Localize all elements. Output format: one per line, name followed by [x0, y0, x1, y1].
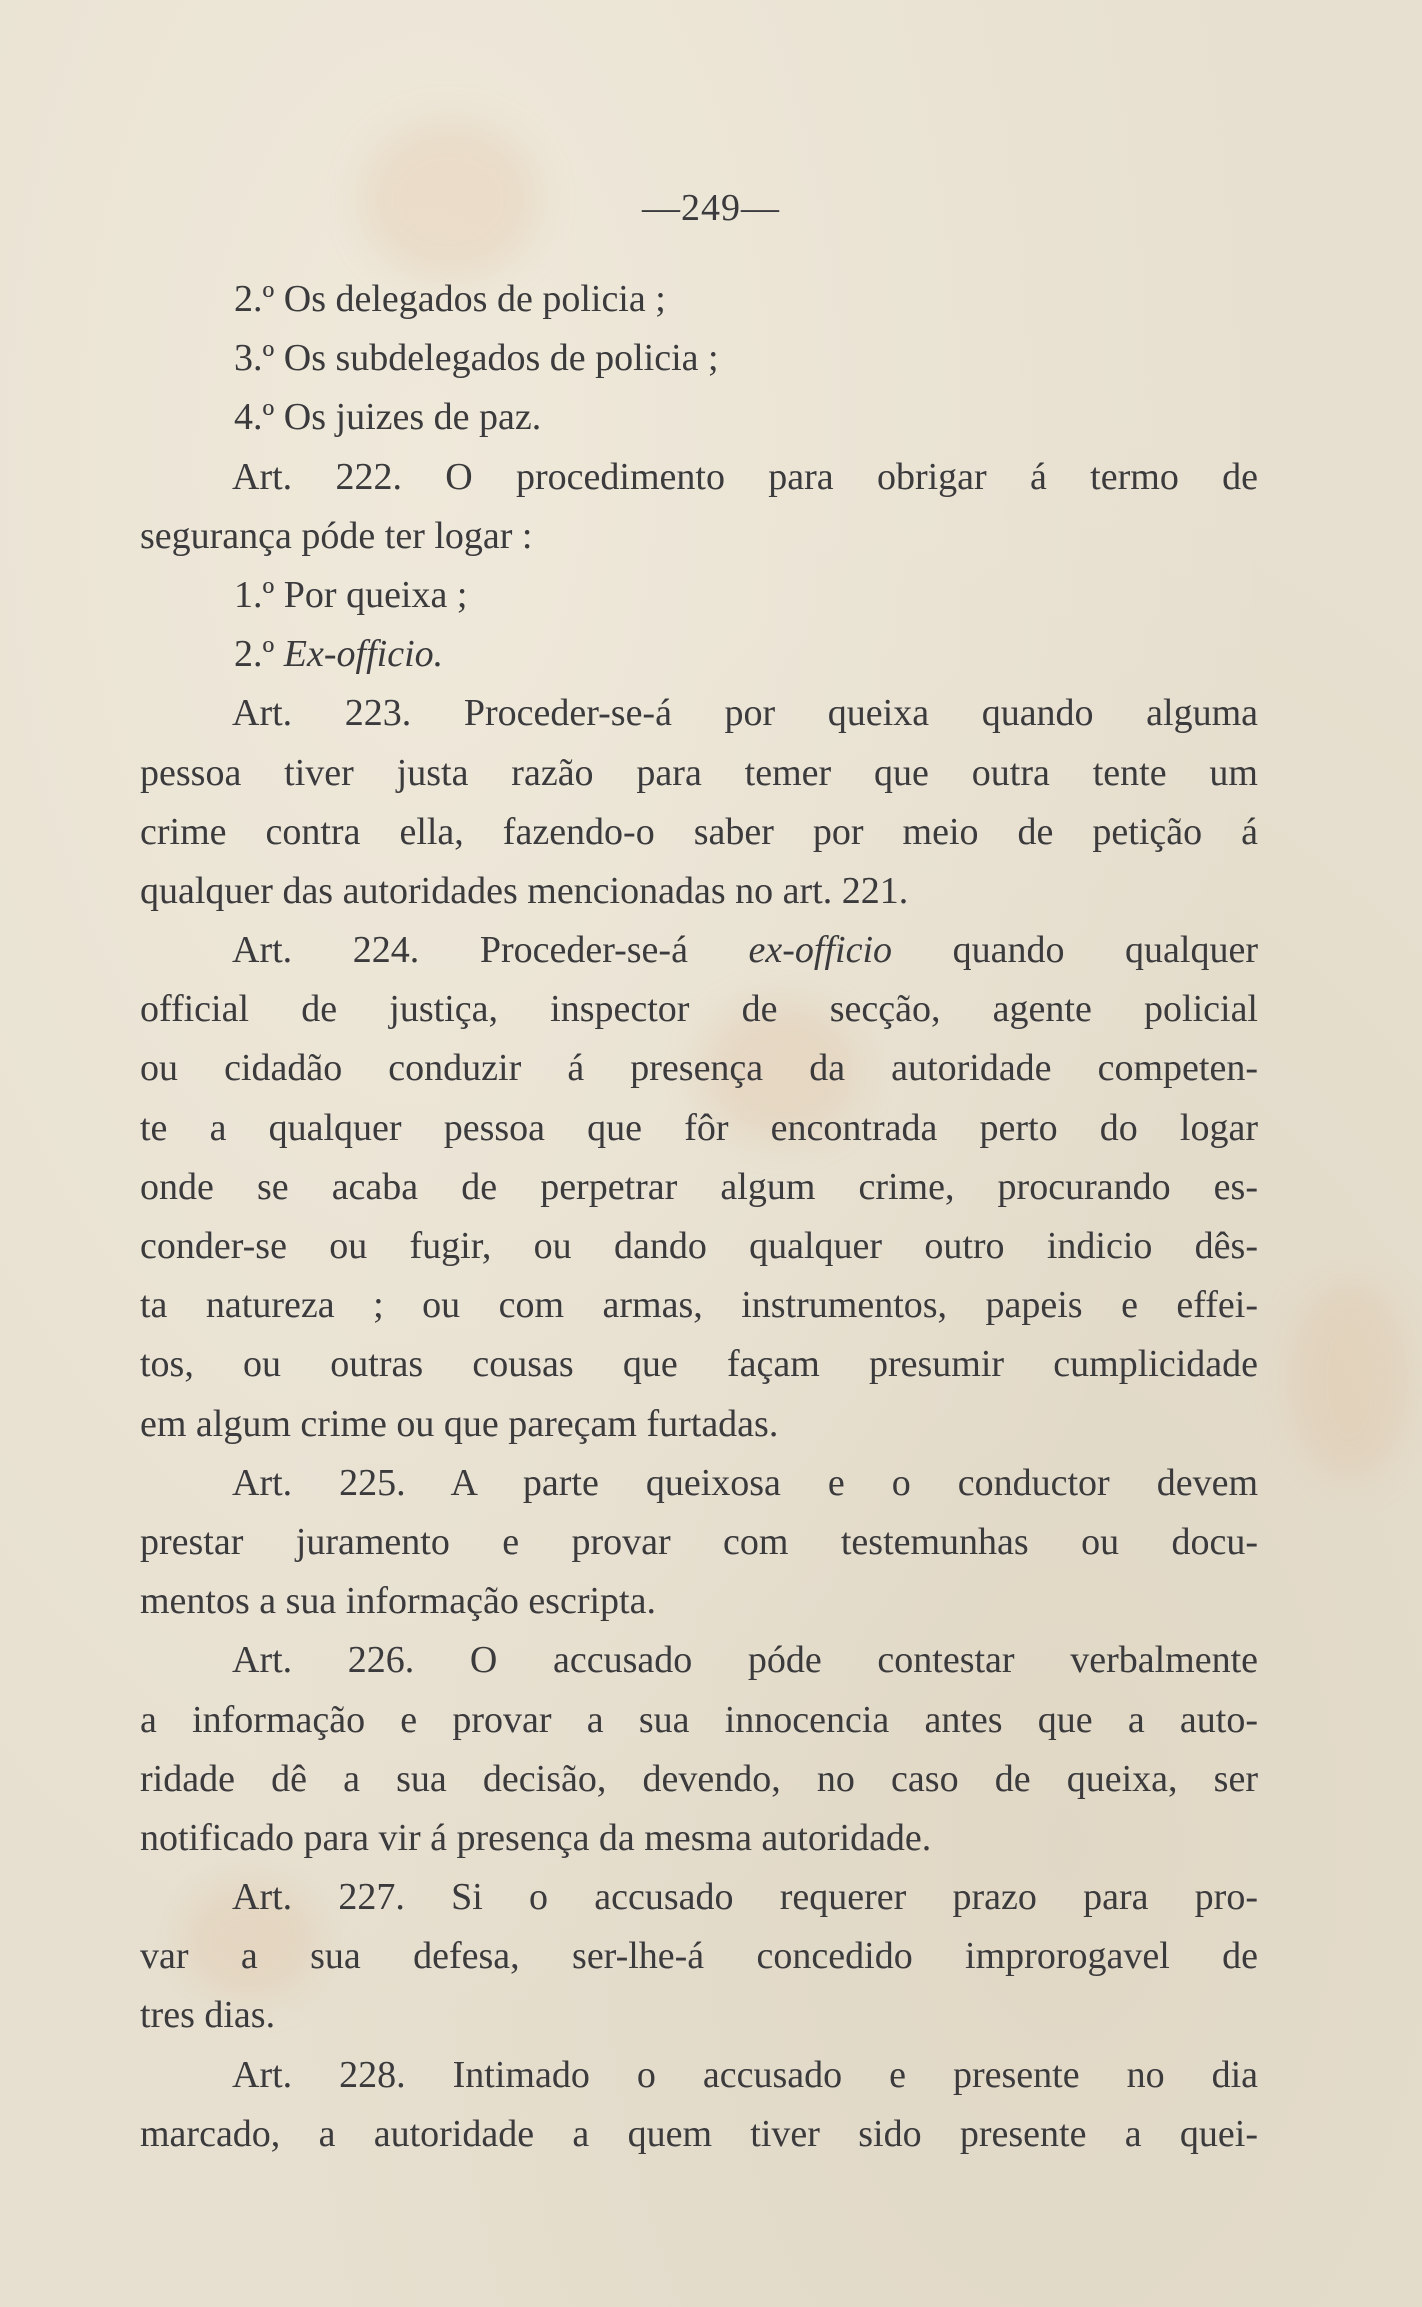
- paper-stain: [1290, 1280, 1410, 1480]
- text-line: [140, 862, 1258, 921]
- text-line: [140, 684, 1258, 743]
- text-run: 2.º: [234, 633, 284, 676]
- text-line: [140, 1986, 1258, 2045]
- text-run: Art. 224. Proceder-se-á: [232, 929, 749, 972]
- text-line: [140, 921, 1258, 980]
- italic-text: Ex-officio.: [283, 633, 444, 676]
- text-line: [140, 625, 1258, 684]
- text-line: [140, 1335, 1258, 1394]
- text-run: 4.º Os juizes de paz.: [234, 396, 542, 439]
- text-run: 1.º Por queixa ;: [234, 573, 468, 616]
- text-run: em algum crime ou que pareçam furtadas.: [140, 1402, 779, 1445]
- text-run: ridade dê a sua decisão, devendo, no caso de queixa, ser: [140, 1757, 1258, 1800]
- text-line: [140, 1158, 1258, 1217]
- text-run: official de justiça, inspector de secção, agente policial: [140, 988, 1258, 1031]
- text-line: [140, 448, 1258, 507]
- text-line: [140, 1513, 1258, 1572]
- text-run: marcado, a autoridade a quem tiver sido presente a quei-: [140, 2112, 1258, 2155]
- text-run: mentos a sua informação escripta.: [140, 1580, 656, 1623]
- text-run: 3.º Os subdelegados de policia ;: [234, 337, 719, 380]
- text-run: Art. 228. Intimado o accusado e presente no dia: [232, 2053, 1258, 2096]
- text-line: [140, 329, 1258, 388]
- text-line: [140, 1572, 1258, 1631]
- text-run: Art. 227. Si o accusado requerer prazo para pro-: [232, 1876, 1258, 1919]
- text-line: [140, 566, 1258, 625]
- text-run: ta natureza ; ou com armas, instrumentos, papeis e effei-: [140, 1284, 1258, 1327]
- text-run: ou cidadão conduzir á presença da autoridade competen-: [140, 1047, 1258, 1090]
- body-text: [140, 270, 1258, 2164]
- text-line: [140, 507, 1258, 566]
- text-line: [140, 2105, 1258, 2164]
- text-run: tos, ou outras cousas que façam presumir cumplicidade: [140, 1343, 1258, 1386]
- text-run: quando qualquer: [892, 929, 1258, 972]
- text-line: [140, 1750, 1258, 1809]
- text-run: segurança póde ter logar :: [140, 514, 533, 557]
- text-line: [140, 1809, 1258, 1868]
- text-line: [140, 803, 1258, 862]
- text-run: Art. 225. A parte queixosa e o conductor devem: [232, 1461, 1258, 1504]
- text-line: [140, 1868, 1258, 1927]
- text-run: 2.º Os delegados de policia ;: [234, 278, 666, 320]
- text-line: [140, 1276, 1258, 1335]
- text-run: Art. 226. O accusado póde contestar verbalmente: [232, 1639, 1258, 1682]
- text-line: [140, 1631, 1258, 1690]
- text-line: [140, 1927, 1258, 1986]
- text-line: [140, 270, 1258, 329]
- text-run: prestar juramento e provar com testemunhas ou docu-: [140, 1520, 1258, 1563]
- text-run: Art. 223. Proceder-se-á por queixa quando alguma: [232, 692, 1258, 735]
- text-run: a informação e provar a sua innocencia antes que a auto-: [140, 1698, 1258, 1741]
- text-line: [140, 1454, 1258, 1513]
- text-line: [140, 1217, 1258, 1276]
- text-run: notificado para vir á presença da mesma autoridade.: [140, 1816, 932, 1859]
- text-run: pessoa tiver justa razão para temer que outra tente um: [140, 751, 1258, 794]
- text-line: [140, 1691, 1258, 1750]
- text-line: [140, 1039, 1258, 1098]
- text-run: te a qualquer pessoa que fôr encontrada perto do logar: [140, 1106, 1258, 1149]
- page-number: —249—: [642, 187, 780, 229]
- text-run: var a sua defesa, ser-lhe-á concedido improrogavel de: [140, 1935, 1258, 1978]
- text-run: qualquer das autoridades mencionadas no art. 221.: [140, 869, 909, 912]
- text-run: tres dias.: [140, 1994, 276, 2037]
- text-line: [140, 1099, 1258, 1158]
- text-line: [140, 744, 1258, 803]
- text-run: Art. 222. O procedimento para obrigar á termo de: [232, 455, 1258, 498]
- text-run: conder-se ou fugir, ou dando qualquer outro indicio dês-: [140, 1225, 1258, 1267]
- text-line: [140, 2046, 1258, 2105]
- text-line: [140, 1395, 1258, 1454]
- text-line: [140, 388, 1258, 447]
- text-run: crime contra ella, fazendo-o saber por meio de petição á: [140, 810, 1258, 853]
- text-run: onde se acaba de perpetrar algum crime, procurando es-: [140, 1165, 1258, 1208]
- text-line: [140, 980, 1258, 1039]
- italic-text: ex-officio: [748, 929, 893, 972]
